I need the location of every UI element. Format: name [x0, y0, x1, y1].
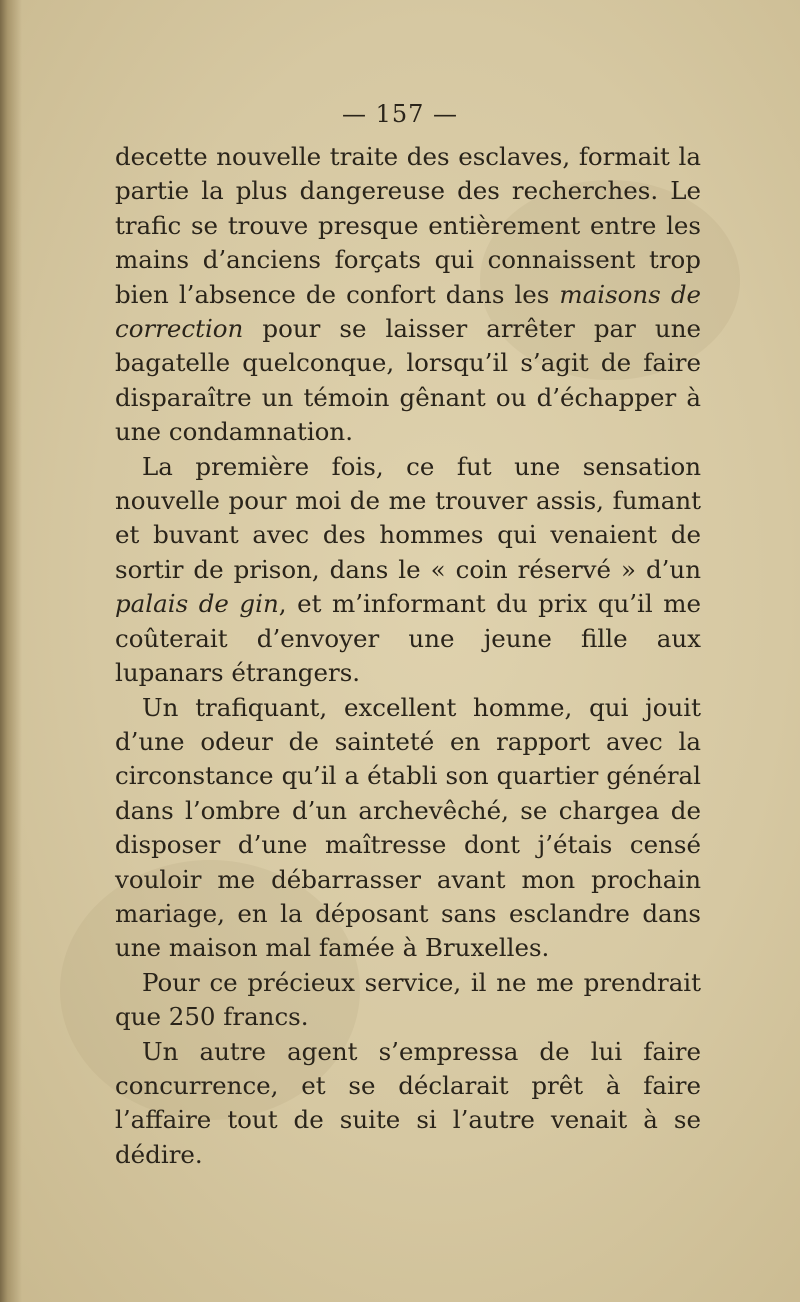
paragraph	[115, 450, 701, 691]
body-text	[115, 140, 701, 1172]
paragraph	[115, 691, 701, 966]
text-run: , et m’informant du prix qu’il me coûterait d’envoyer une jeune fille aux lupanars étrangers.	[115, 589, 701, 688]
text-run: decette nouvelle traite des esclaves, formait la partie la plus dangereuse des recherches. Le trafic se trouve presque entièrement entre les mains d’anciens forçats qui connaissent trop bien l’absence de confort dans les	[115, 142, 701, 309]
text-run: Pour ce précieux service, il ne me prendrait que 250 francs.	[115, 967, 701, 1032]
italic-phrase: maisons de correction	[115, 279, 701, 344]
paragraph	[115, 140, 701, 450]
italic-phrase: palais de gin	[115, 589, 279, 619]
spine-shadow	[0, 0, 22, 1302]
text-run: pour se laisser arrêter par une bagatelle quelconque, lorsqu’il s’agit de faire disparaître un témoin gênant ou d’échapper à une condamnation.	[115, 314, 701, 447]
text-run: Un autre agent s’empressa de lui faire concurrence, et se déclarait prêt à faire l’affaire tout de suite si l’autre venait à se dédire.	[115, 1036, 701, 1169]
page-number: — 157 —	[341, 100, 459, 128]
text-run: Un trafiquant, excellent homme, qui jouit d’une odeur de sainteté en rapport avec la circonstance qu’il a établi son quartier général dans l’ombre d’un archevêché, se chargea de disposer d’une maîtresse dont j’étais censé vouloir me débarrasser avant mon prochain mariage, en la déposant sans esclandre dans une maison mal famée à Bruxelles.	[115, 692, 701, 963]
text-run: La première fois, ce fut une sensation nouvelle pour moi de me trouver assis, fumant et buvant avec des hommes qui venaient de sortir de prison, dans le « coin réservé » d’un	[115, 451, 701, 584]
paragraph	[115, 1035, 701, 1173]
paragraph	[115, 966, 701, 1035]
